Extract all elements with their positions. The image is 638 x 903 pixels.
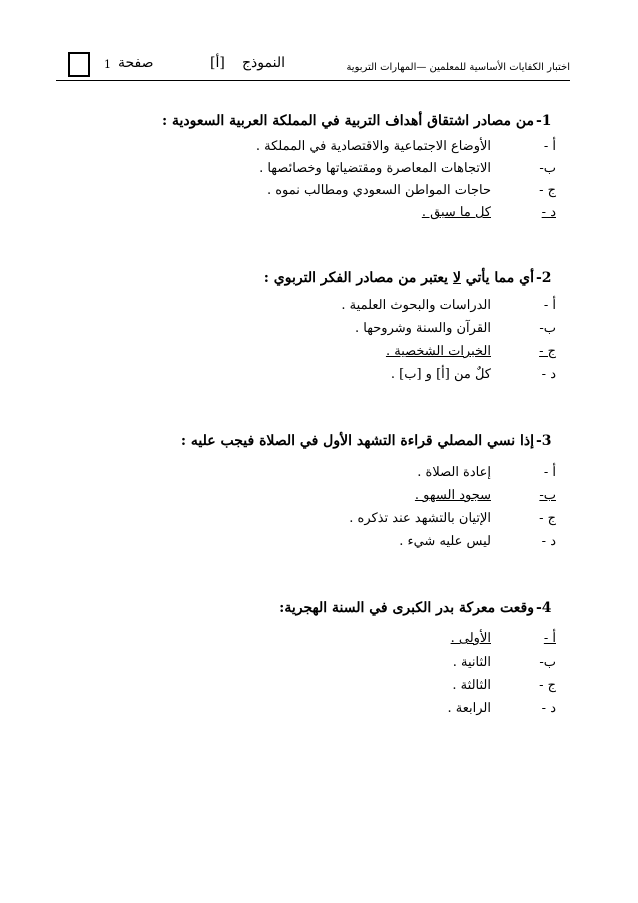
q4-option-d[interactable]: الرابعة .	[447, 701, 491, 716]
q4-option-d-letter: د -	[541, 701, 556, 716]
q1-option-b[interactable]: الاتجاهات المعاصرة ومقتضياتها وخصائصها .	[259, 161, 491, 176]
q1-option-a-letter: أ -	[543, 139, 556, 154]
q2-option-c-letter: ج -	[539, 344, 556, 359]
q3-option-d-letter: د -	[541, 534, 556, 549]
q3-option-b-letter: ب-	[539, 488, 556, 503]
model-label: النموذج	[242, 55, 285, 71]
q2-option-d-letter: د -	[541, 367, 556, 382]
q2-option-a[interactable]: الدراسات والبحوث العلمية .	[341, 298, 491, 313]
exam-title: اختبار الكفايات الأساسية للمعلمين —المهارات التربوية	[346, 62, 570, 73]
q2-option-d[interactable]: كلٌ من [أ] و [ب] .	[390, 367, 491, 382]
question-2-text	[264, 270, 534, 286]
q1-option-d[interactable]: كل ما سبق .	[421, 205, 491, 220]
question-2-negation: لا	[452, 270, 461, 286]
q2-option-b-letter: ب-	[539, 321, 556, 336]
header-divider	[56, 80, 570, 81]
q1-option-b-letter: ب-	[539, 161, 556, 176]
question-1-number: -1	[536, 113, 552, 129]
q3-option-a-letter: أ -	[543, 465, 556, 480]
question-2-text-after: يعتبر من مصادر الفكر التربوي :	[263, 270, 453, 286]
question-2-text-before: أي مما يأتي	[460, 270, 534, 286]
question-3-text: إذا نسي المصلي قراءة التشهد الأول في الصلاة فيجب عليه :	[180, 433, 534, 449]
model-code: [أ]	[210, 55, 225, 71]
answer-checkbox[interactable]	[68, 52, 90, 77]
q4-option-a[interactable]: الأولى .	[450, 631, 491, 646]
q3-option-c-letter: ج -	[539, 511, 556, 526]
q3-option-d[interactable]: ليس عليه شيء .	[399, 534, 491, 549]
q1-option-c[interactable]: حاجات المواطن السعودي ومطالب نموه .	[266, 183, 491, 198]
page-number: 1	[104, 58, 111, 71]
page-label: صفحة	[118, 55, 154, 71]
q2-option-c[interactable]: الخبرات الشخصية .	[385, 344, 491, 359]
q1-option-d-letter: د -	[541, 205, 556, 220]
q4-option-a-letter: أ -	[543, 631, 556, 646]
question-4-text: وقعت معركة بدر الكبرى في السنة الهجرية:	[279, 600, 534, 616]
q2-option-b[interactable]: القرآن والسنة وشروحها .	[355, 321, 491, 336]
q4-option-b[interactable]: الثانية .	[452, 655, 491, 670]
q3-option-b[interactable]: سجود السهو .	[414, 488, 491, 503]
q4-option-c[interactable]: الثالثة .	[452, 678, 491, 693]
question-1-text: من مصادر اشتقاق أهداف التربية في المملكة العربية السعودية :	[161, 113, 534, 129]
q1-option-a[interactable]: الأوضاع الاجتماعية والاقتصادية في المملكة .	[255, 139, 491, 154]
q4-option-b-letter: ب-	[539, 655, 556, 670]
q3-option-a[interactable]: إعادة الصلاة .	[417, 465, 491, 480]
q3-option-c[interactable]: الإتيان بالتشهد عند تذكره .	[349, 511, 491, 526]
question-4-number: -4	[536, 600, 552, 616]
q1-option-c-letter: ج -	[539, 183, 556, 198]
question-3-number: -3	[536, 433, 552, 449]
question-2-number: -2	[536, 270, 552, 286]
q2-option-a-letter: أ -	[543, 298, 556, 313]
q4-option-c-letter: ج -	[539, 678, 556, 693]
